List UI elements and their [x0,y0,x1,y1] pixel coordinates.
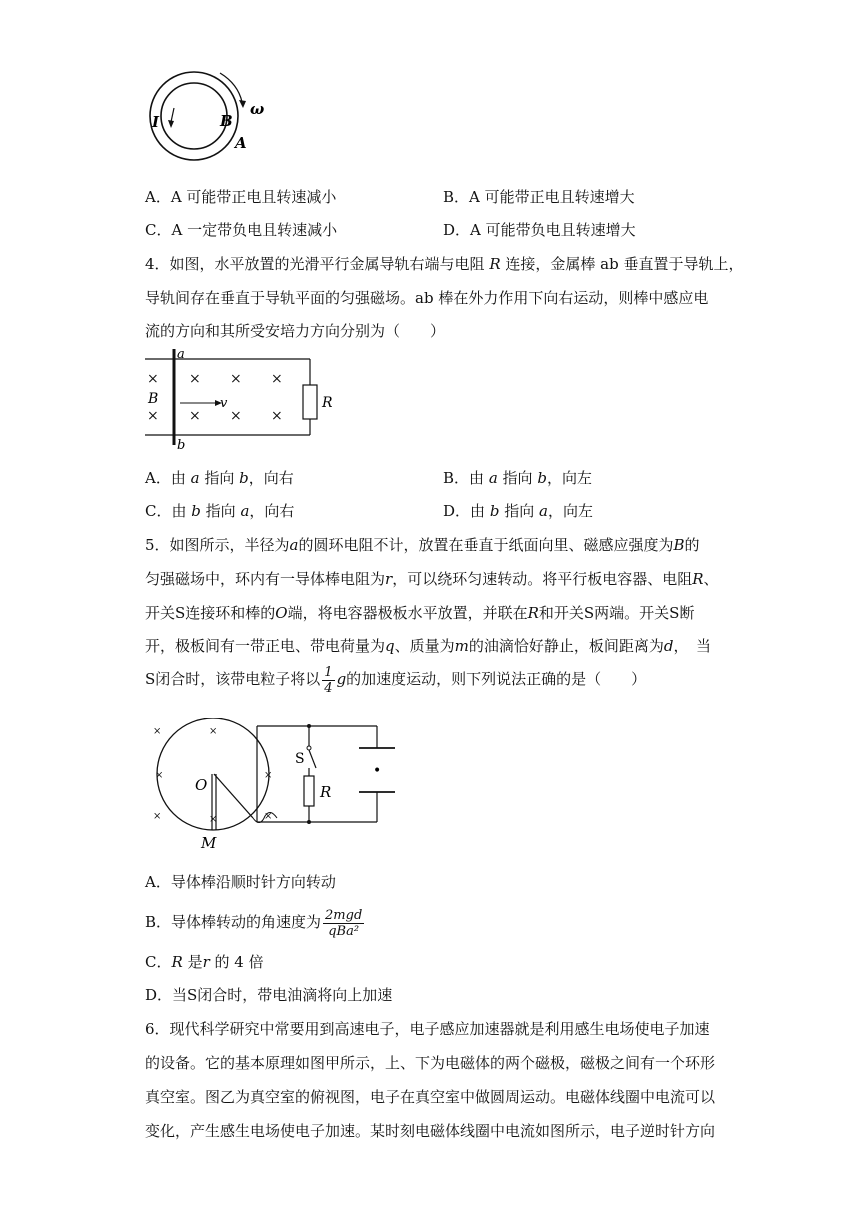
conductor-rod [214,774,253,818]
q6-stem-line4: 变化，产生感生电场使电子加速。某时刻电磁体线圈中电流如图所示，电子逆时针方向 [145,1122,716,1140]
q5-stem-line3: 开关S连接环和棒的O端，将电容器极板水平放置，并联在R和开关S两端。开关S断 [145,604,695,622]
q5-option-d[interactable]: D．当S闭合时，带电油滴将向上加速 [145,986,393,1004]
cross-mark: × [189,408,201,424]
circuit-figure [145,718,410,856]
cross-mark: × [209,726,218,737]
cross-mark: × [155,770,164,781]
label-b: b [177,438,186,453]
cross-mark: × [147,408,159,424]
cross-mark: × [264,811,273,822]
label-O: O [195,776,208,794]
label-I: I [152,113,160,131]
q4-option-d[interactable]: D．由 b 指向 a，向左 [443,502,593,520]
cross-mark: × [230,408,242,424]
q5-stem-line4: 开，极板间有一带正电、带电荷量为q、质量为m的油滴恰好静止，板间距离为d， 当 [145,637,712,655]
label-a: a [177,347,185,362]
label-A: A [235,134,247,152]
rail-figure [140,345,340,453]
q5-option-c[interactable]: C．R 是r 的 4 倍 [145,953,264,971]
q6-stem-line1: 6．现代科学研究中常要用到高速电子，电子感应加速器就是利用感生电场使电子加速 [145,1020,710,1038]
q4-option-b[interactable]: B．由 a 指向 b，向左 [443,469,592,487]
q3-option-d[interactable]: D．A 可能带负电且转速增大 [443,221,636,239]
cross-mark: × [271,371,283,387]
q5-option-a[interactable]: A．导体棒沿顺时针方向转动 [145,873,336,891]
fraction-one-quarter: $\frac{1}{4}$ [324,664,333,696]
q3-option-c[interactable]: C．A 一定带负电且转速减小 [145,221,338,239]
cross-mark: × [264,770,273,781]
cross-mark: × [209,814,218,825]
q4-stem-line3: 流的方向和其所受安培力方向分别为（ ） [145,322,446,340]
q4-option-a[interactable]: A．由 a 指向 b，向右 [145,469,294,487]
q5-stem-line1: 5．如图所示，半径为a的圆环电阻不计，放置在垂直于纸面向里、磁感应强度为B的 [145,536,700,554]
q4-stem-line1: 4．如图，水平放置的光滑平行金属导轨右端与电阻 R 连接，金属棒 ab 垂直置于导轨上， [145,255,744,273]
cross-mark: × [147,371,159,387]
label-B: B [220,112,233,130]
label-B: B [148,391,159,407]
q5-stem-line5: S闭合时，该带电粒子将以 $\frac{1}{4}$ g的加速度运动，则下列说法正确的是（ ） [145,664,647,696]
label-R: R [320,783,332,801]
switch-S [309,750,316,768]
label-S: S [295,751,305,767]
q5-stem-line2: 匀强磁场中，环内有一导体棒电阻为r，可以绕环匀速转动。将平行板电容器、电阻R、 [145,570,719,588]
q5-option-b[interactable]: B．导体棒转动的角速度为 $\frac{\text{2mgd}}{\text{qBa²}}$ [145,907,363,939]
q3-option-b[interactable]: B．A 可能带正电且转速增大 [443,188,635,206]
ring-figure [140,66,270,162]
q3-option-a[interactable]: A．A 可能带正电且转速减小 [145,188,337,206]
label-v: v [220,396,228,411]
resistor-R [303,385,317,419]
q4-option-c[interactable]: C．由 b 指向 a，向右 [145,502,295,520]
q6-stem-line2: 的设备。它的基本原理如图甲所示，上、下为电磁体的两个磁极，磁极之间有一个环形 [145,1054,716,1072]
label-M: M [201,834,217,852]
cross-mark: × [271,408,283,424]
q4-stem-line2: 导轨间存在垂直于导轨平面的匀强磁场。ab 棒在外力作用下向右运动，则棒中感应电 [145,289,709,307]
label-omega: ω [250,100,265,118]
cross-mark: × [189,371,201,387]
cross-mark: × [153,811,162,822]
label-R: R [322,395,333,411]
resistor-R [304,776,314,806]
cross-mark: × [230,371,242,387]
fraction-angular-velocity: $\frac{\text{2mgd}}{\text{qBa²}}$ [325,907,363,939]
oil-drop: • [373,763,382,779]
cross-mark: × [153,726,162,737]
q6-stem-line3: 真空室。图乙为真空室的俯视图，电子在真空室中做圆周运动。电磁体线圈中电流可以 [145,1088,716,1106]
